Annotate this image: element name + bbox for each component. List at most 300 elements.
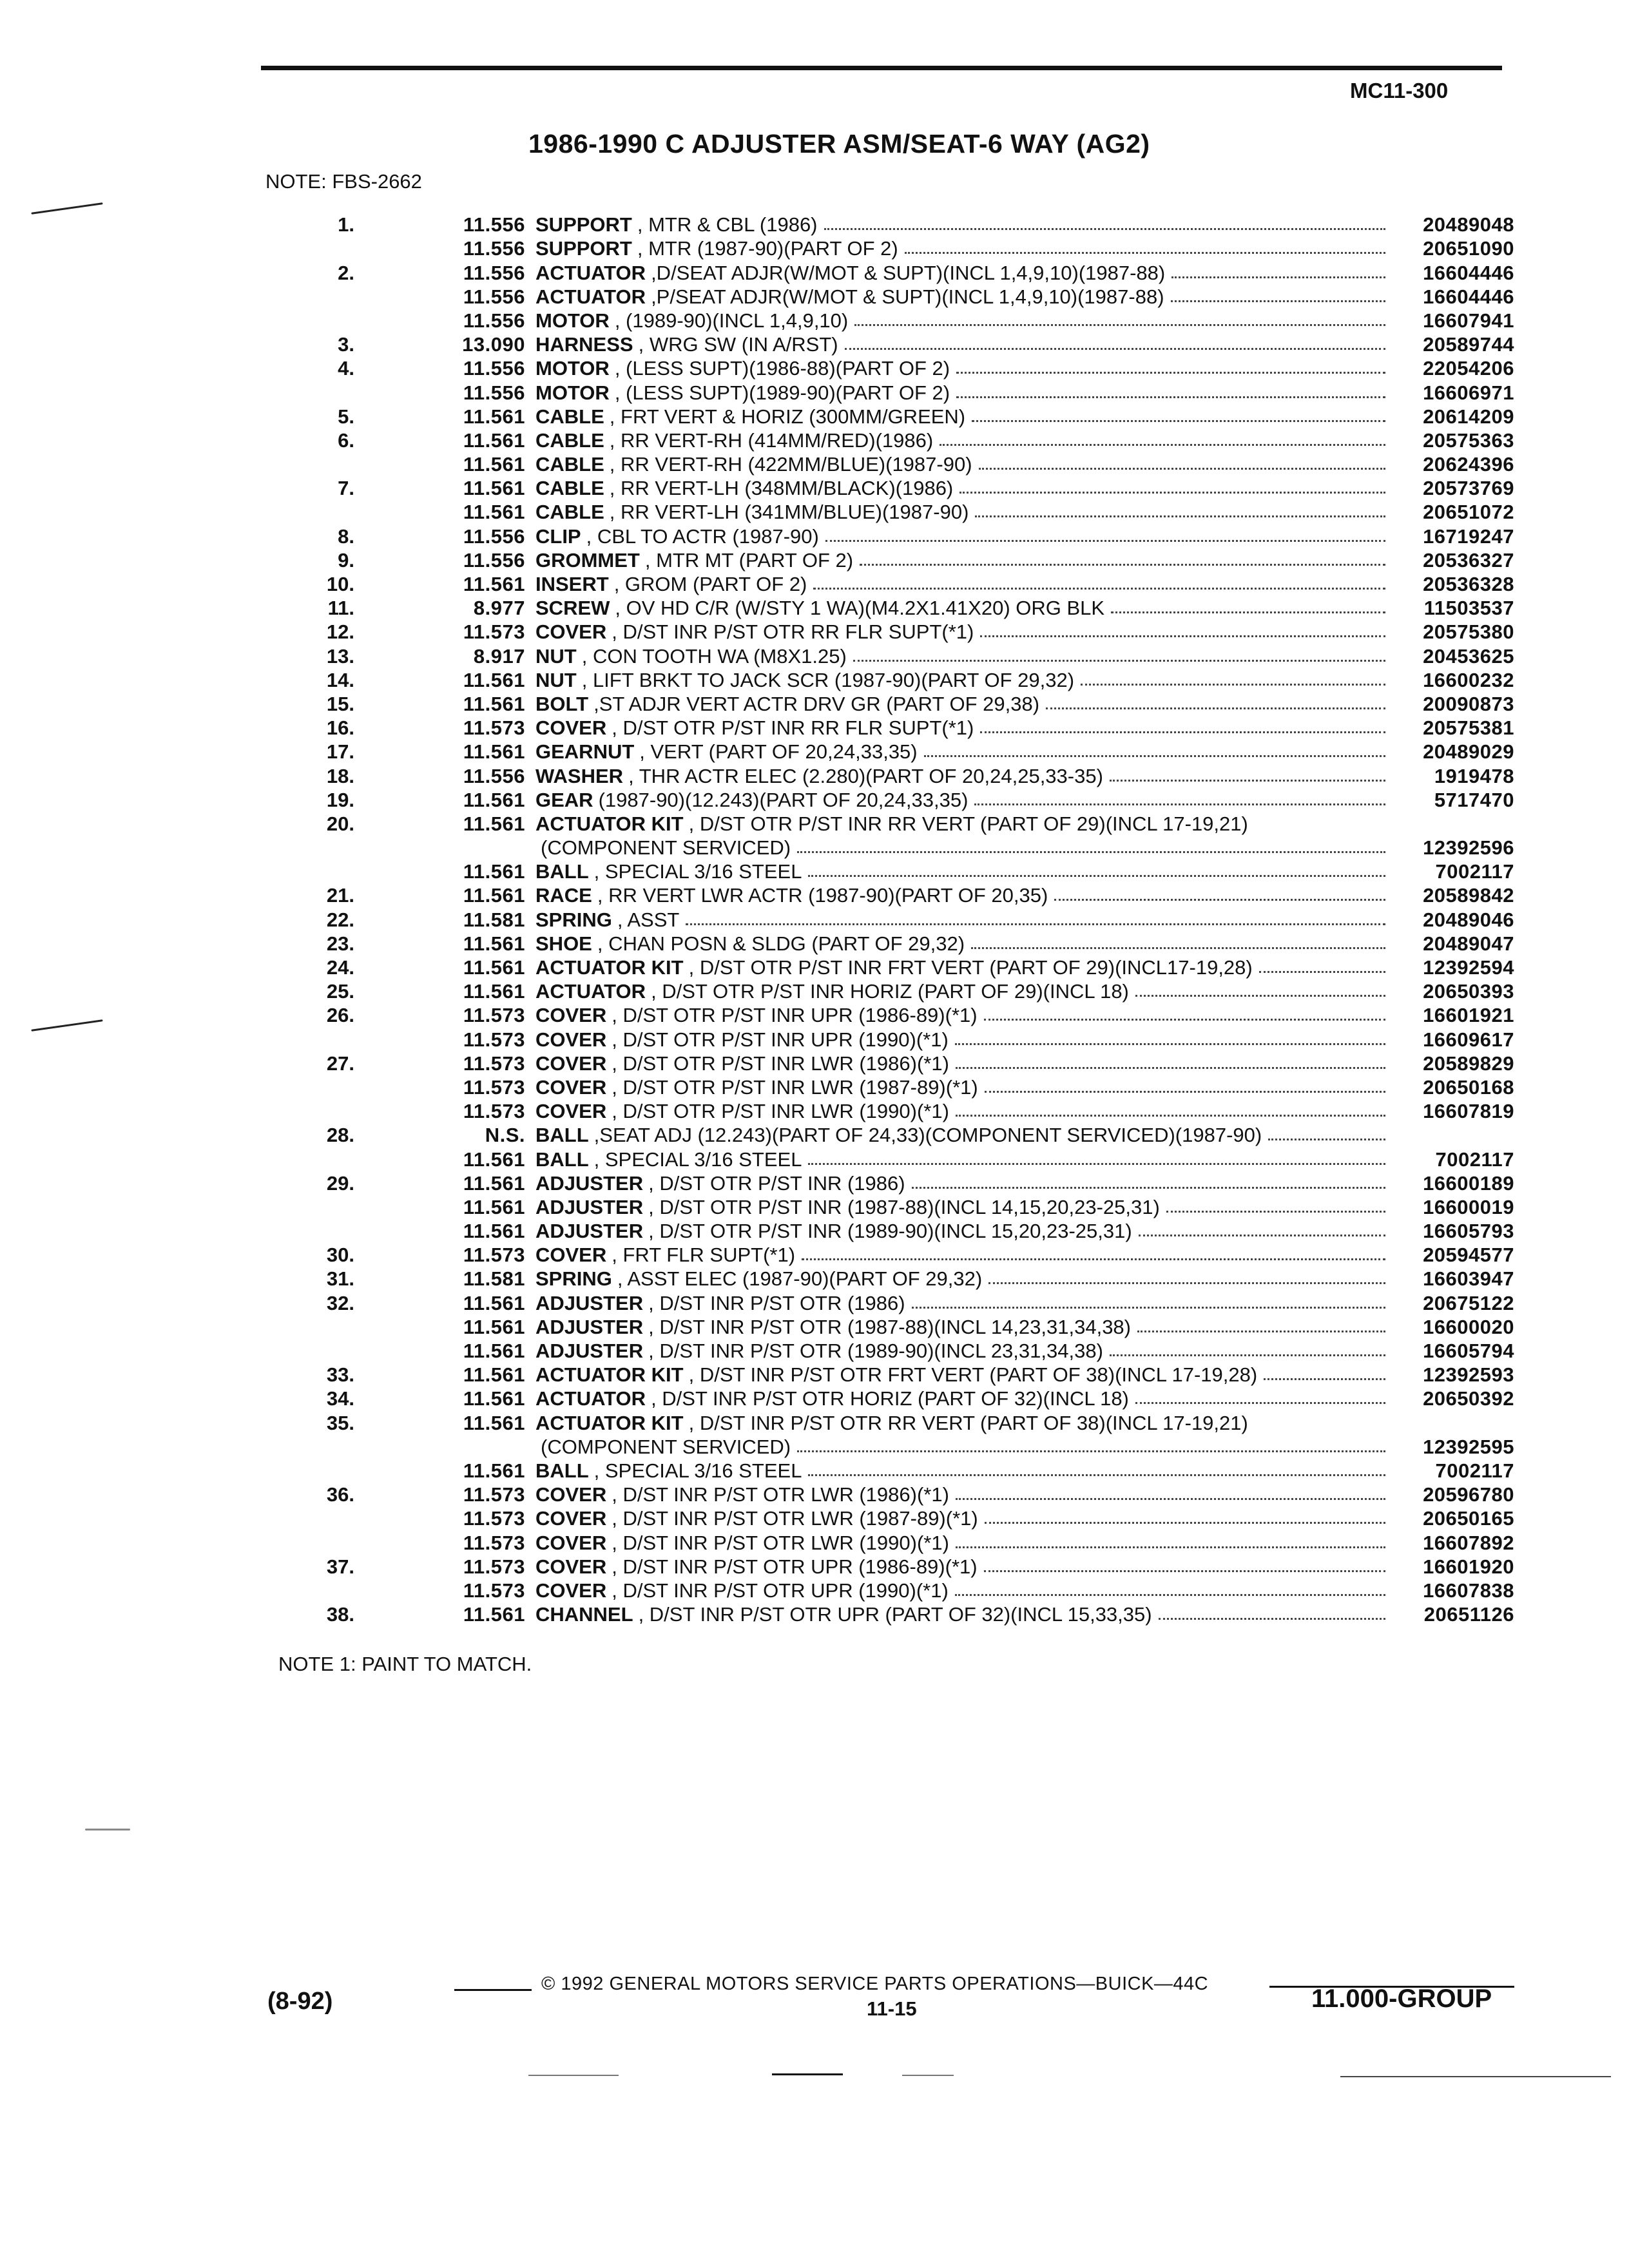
part-description <box>535 1340 1392 1362</box>
part-description <box>535 741 1392 763</box>
group-number: 11.561 <box>463 501 525 524</box>
dot-leader <box>956 1546 1385 1548</box>
item-number: 27. <box>326 1052 354 1075</box>
part-name: COVER <box>535 1532 607 1554</box>
dot-leader <box>1135 995 1385 997</box>
dot-leader <box>979 468 1385 470</box>
part-description <box>535 238 1392 260</box>
group-number: 11.561 <box>463 1387 525 1410</box>
table-row <box>303 260 1514 284</box>
part-description <box>535 1268 1392 1290</box>
table-row <box>303 1099 1514 1122</box>
part-name: WASHER <box>535 765 624 787</box>
part-detail: , D/ST OTR P/ST INR FRT VERT (PART OF 29)(INCL17-19,28) <box>688 957 1253 979</box>
table-row <box>303 1386 1514 1410</box>
part-detail: , MTR (1987-90)(PART OF 2) <box>637 238 898 260</box>
dot-leader <box>1110 780 1385 782</box>
part-description <box>535 693 1392 715</box>
part-name: ADJUSTER <box>535 1196 644 1218</box>
group-number: 11.573 <box>463 1555 525 1578</box>
part-number: 16601921 <box>1423 1004 1514 1027</box>
table-row <box>303 548 1514 572</box>
part-name: COVER <box>535 621 607 644</box>
dot-leader <box>924 755 1385 757</box>
group-number: 11.556 <box>463 213 525 236</box>
table-row <box>303 1458 1514 1482</box>
dot-leader <box>1046 707 1385 709</box>
item-number: 20. <box>326 812 354 835</box>
dot-leader <box>802 1258 1385 1260</box>
dot-leader <box>1111 611 1385 613</box>
item-number: 37. <box>326 1555 354 1578</box>
part-description <box>535 1124 1392 1146</box>
table-row <box>303 1290 1514 1314</box>
part-detail: , CHAN POSN & SLDG (PART OF 29,32) <box>597 932 965 955</box>
item-number: 22. <box>326 908 354 931</box>
dot-leader <box>984 1570 1385 1572</box>
part-detail: , D/ST INR P/ST OTR (1989-90)(INCL 23,31,34,38) <box>648 1340 1103 1362</box>
table-row <box>303 1051 1514 1075</box>
header-note: NOTE: FBS-2662 <box>265 170 422 193</box>
dot-leader <box>1137 1331 1385 1332</box>
dot-leader <box>971 947 1385 949</box>
part-detail: , D/ST OTR P/ST INR RR FLR SUPT(*1) <box>612 717 974 740</box>
dot-leader <box>860 564 1385 566</box>
part-name: GROMMET <box>535 549 640 572</box>
part-detail: , RR VERT-LH (348MM/BLACK)(1986) <box>609 477 954 500</box>
part-number: 20596780 <box>1423 1483 1514 1506</box>
part-detail: , LIFT BRKT TO JACK SCR (1987-90)(PART OF 29,32) <box>581 669 1075 691</box>
part-number: 16601920 <box>1423 1555 1514 1578</box>
part-name: BALL <box>535 1148 589 1171</box>
group-number: 11.573 <box>463 1004 525 1027</box>
table-row <box>303 1362 1514 1386</box>
part-number: 16600232 <box>1423 668 1514 691</box>
group-number: 11.573 <box>463 716 525 740</box>
table-row <box>303 811 1514 835</box>
table-row <box>303 1578 1514 1602</box>
group-number: 11.561 <box>463 1340 525 1362</box>
part-number: 20650392 <box>1423 1387 1514 1410</box>
part-number: 1919478 <box>1434 764 1514 787</box>
footer-rule-left <box>454 1989 532 1991</box>
part-name: COVER <box>535 1076 607 1099</box>
table-row <box>303 1314 1514 1338</box>
table-row <box>303 332 1514 356</box>
part-number: 11503537 <box>1423 597 1514 620</box>
part-description <box>535 286 1392 308</box>
part-name: ACTUATOR KIT <box>535 1364 684 1387</box>
table-row <box>303 883 1514 907</box>
part-name: ADJUSTER <box>535 1316 644 1338</box>
part-detail: , D/ST INR P/ST OTR (1987-88)(INCL 14,23,31,34,38) <box>648 1316 1131 1338</box>
table-row <box>303 1242 1514 1266</box>
table-row <box>303 715 1514 739</box>
group-number: 11.561 <box>463 1195 525 1218</box>
part-name: ACTUATOR <box>535 981 646 1003</box>
dot-leader <box>1171 300 1385 302</box>
part-description <box>535 813 1392 835</box>
table-row <box>303 1554 1514 1578</box>
part-description <box>535 1604 1392 1626</box>
part-name: CABLE <box>535 501 604 524</box>
part-number: 20489048 <box>1423 213 1514 236</box>
part-detail: , D/ST OTR P/ST INR UPR (1990)(*1) <box>612 1028 949 1051</box>
part-detail: , D/ST INR P/ST OTR UPR (1986-89)(*1) <box>612 1555 978 1578</box>
part-description <box>535 621 1392 643</box>
dot-leader <box>985 1091 1385 1093</box>
part-detail: , D/ST OTR P/ST INR LWR (1986)(*1) <box>612 1052 949 1075</box>
item-number: 34. <box>326 1387 354 1410</box>
part-detail: , D/ST OTR P/ST INR LWR (1990)(*1) <box>612 1100 949 1123</box>
dot-leader <box>1268 1139 1385 1140</box>
table-row <box>303 356 1514 380</box>
group-number: 13.090 <box>462 333 525 356</box>
copyright-line: © 1992 GENERAL MOTORS SERVICE PARTS OPERATIONS—BUICK—44C <box>541 1974 1209 1994</box>
table-row <box>303 739 1514 763</box>
part-description <box>535 454 1392 476</box>
dot-leader <box>956 1067 1385 1069</box>
part-name: COVER <box>535 1484 607 1506</box>
part-detail: , ASST ELEC (1987-90)(PART OF 29,32) <box>617 1268 983 1291</box>
dot-leader <box>912 1187 1385 1189</box>
group-number: 11.561 <box>463 1148 525 1171</box>
part-number: 20489029 <box>1423 740 1514 764</box>
part-description <box>535 909 1392 931</box>
group-number: 11.573 <box>463 1052 525 1075</box>
part-description <box>535 1100 1392 1122</box>
part-name: ACTUATOR <box>535 262 646 284</box>
part-number: 12392593 <box>1423 1363 1514 1387</box>
group-number: 11.573 <box>463 1507 525 1530</box>
part-description <box>535 501 1392 523</box>
table-row <box>303 1338 1514 1362</box>
part-number: 7002117 <box>1435 1459 1514 1482</box>
part-detail: , (LESS SUPT)(1989-90)(PART OF 2) <box>614 381 950 404</box>
part-name: SPRING <box>535 1268 612 1291</box>
group-number: 11.581 <box>463 1267 525 1291</box>
part-number: 16607941 <box>1423 309 1514 332</box>
table-row <box>303 691 1514 715</box>
dot-leader <box>845 348 1385 350</box>
part-name: COVER <box>535 1004 607 1027</box>
part-description <box>535 669 1392 691</box>
part-detail: , RR VERT-RH (422MM/BLUE)(1987-90) <box>609 454 972 476</box>
part-number: 20589744 <box>1423 333 1514 356</box>
table-row <box>303 931 1514 955</box>
table-row <box>303 523 1514 547</box>
part-number: 12392596 <box>1423 836 1514 860</box>
group-number: 11.561 <box>463 405 525 428</box>
part-detail: , THR ACTR ELEC (2.280)(PART OF 20,24,25,33-35) <box>628 765 1103 787</box>
group-number: 11.573 <box>463 1531 525 1554</box>
part-number: 16600020 <box>1423 1315 1514 1338</box>
dot-leader <box>1159 1618 1385 1620</box>
group-number: 11.556 <box>463 381 525 404</box>
item-number: 24. <box>326 956 354 979</box>
table-row <box>303 308 1514 332</box>
part-detail: , WRG SW (IN A/RST) <box>638 334 838 356</box>
table-row <box>303 1530 1514 1553</box>
part-description <box>535 597 1392 619</box>
table-row <box>303 236 1514 260</box>
item-number: 31. <box>326 1267 354 1291</box>
part-number: 20589829 <box>1423 1052 1514 1075</box>
dot-leader <box>1135 1402 1385 1404</box>
item-number: 30. <box>326 1244 354 1267</box>
group-number: 8.977 <box>473 597 525 620</box>
part-number: 20536328 <box>1423 573 1514 595</box>
table-row <box>303 859 1514 883</box>
item-number: 8. <box>338 524 354 548</box>
part-number: 20650393 <box>1423 980 1514 1003</box>
group-number: 11.556 <box>463 261 525 284</box>
item-number: 26. <box>326 1004 354 1027</box>
part-number: 12392595 <box>1423 1435 1514 1458</box>
item-number: 33. <box>326 1363 354 1387</box>
item-number: 21. <box>326 884 354 907</box>
part-number: 16604446 <box>1423 285 1514 308</box>
group-number: 11.556 <box>463 237 525 260</box>
part-name: MOTOR <box>535 309 610 332</box>
table-row <box>303 572 1514 595</box>
part-description <box>535 789 1392 811</box>
dot-leader <box>1081 684 1385 686</box>
group-number: 11.561 <box>463 740 525 764</box>
table-row <box>303 404 1514 428</box>
part-detail: , CBL TO ACTR (1987-90) <box>586 525 819 548</box>
part-detail: , MTR & CBL (1986) <box>637 214 818 236</box>
part-description <box>535 1484 1392 1506</box>
part-description <box>535 646 1392 668</box>
table-row <box>303 1482 1514 1506</box>
part-description <box>535 885 1392 907</box>
table-row <box>303 1602 1514 1626</box>
part-number: 20489047 <box>1423 932 1514 955</box>
item-number: 3. <box>338 333 354 356</box>
part-name: COVER <box>535 1555 607 1578</box>
dot-leader <box>825 540 1385 542</box>
dot-leader <box>1139 1235 1385 1236</box>
part-detail: , (LESS SUPT)(1986-88)(PART OF 2) <box>614 358 950 380</box>
group-number: 11.561 <box>463 1315 525 1338</box>
table-row <box>303 212 1514 236</box>
part-number: 20624396 <box>1423 453 1514 476</box>
part-detail: , D/ST INR P/ST OTR LWR (1986)(*1) <box>612 1484 949 1506</box>
part-detail: , D/ST INR P/ST OTR FRT VERT (PART OF 38)(INCL 17-19,28) <box>688 1364 1258 1387</box>
table-row <box>303 1122 1514 1146</box>
punch-mark <box>31 202 102 215</box>
part-number: 16600189 <box>1423 1171 1514 1195</box>
item-number: 25. <box>326 980 354 1003</box>
dot-leader <box>988 1282 1385 1284</box>
item-number: 11. <box>327 597 354 620</box>
group-number: 11.573 <box>463 1075 525 1099</box>
dot-leader <box>912 1307 1385 1309</box>
table-row <box>303 1195 1514 1218</box>
item-number: 2. <box>338 261 354 284</box>
part-name: MOTOR <box>535 381 610 404</box>
dot-leader <box>1171 276 1385 278</box>
group-number: 11.561 <box>463 788 525 811</box>
part-number: 16607838 <box>1423 1579 1514 1602</box>
part-detail: , GROM (PART OF 2) <box>613 573 807 595</box>
table-row <box>303 1146 1514 1170</box>
part-number: 20575380 <box>1423 620 1514 644</box>
part-description <box>535 477 1392 499</box>
part-name: ADJUSTER <box>535 1220 644 1243</box>
part-name: COVER <box>535 1244 607 1267</box>
part-detail: , D/ST OTR P/ST INR UPR (1986-89)(*1) <box>612 1004 978 1027</box>
dot-leader <box>972 420 1385 422</box>
table-row <box>303 1075 1514 1099</box>
part-detail: ,P/SEAT ADJR(W/MOT & SUPT)(INCL 1,4,9,10)(1987-88) <box>651 285 1164 308</box>
part-detail: (COMPONENT SERVICED) <box>541 837 791 860</box>
item-number: 14. <box>326 668 354 691</box>
part-number: 20575363 <box>1423 428 1514 452</box>
item-number: 15. <box>326 692 354 715</box>
part-number: 7002117 <box>1435 860 1514 883</box>
group-number: 11.573 <box>463 1028 525 1051</box>
part-number: 20614209 <box>1423 405 1514 428</box>
part-description <box>535 1077 1392 1099</box>
dot-leader <box>1264 1378 1385 1380</box>
group-number: N.S. <box>485 1124 525 1147</box>
punch-mark <box>85 1829 130 1831</box>
part-description <box>535 382 1392 404</box>
part-detail: , RR VERT-RH (414MM/RED)(1986) <box>609 429 934 452</box>
scan-line <box>1340 2076 1611 2077</box>
part-number: 16605794 <box>1423 1340 1514 1362</box>
item-number: 16. <box>326 716 354 740</box>
part-number: 16600019 <box>1423 1195 1514 1218</box>
group-number: 11.561 <box>463 1220 525 1243</box>
group-number: 11.573 <box>463 620 525 644</box>
part-name: INSERT <box>535 573 609 595</box>
part-number: 20573769 <box>1423 477 1514 500</box>
table-row <box>303 595 1514 619</box>
part-description <box>535 933 1392 955</box>
part-name: COVER <box>535 1579 607 1602</box>
part-name: SUPPORT <box>535 238 632 260</box>
group-number: 11.561 <box>463 860 525 883</box>
group-number: 11.561 <box>463 428 525 452</box>
parts-list <box>303 212 1514 1626</box>
table-row <box>303 787 1514 811</box>
table-row <box>303 428 1514 452</box>
part-description <box>535 310 1392 332</box>
part-description <box>535 573 1392 595</box>
part-name: ACTUATOR KIT <box>535 957 684 979</box>
part-description <box>535 526 1392 548</box>
table-row <box>303 380 1514 403</box>
part-description <box>535 1196 1392 1218</box>
table-row <box>303 979 1514 1003</box>
page-number: 11-15 <box>867 1997 917 2020</box>
dot-leader <box>984 1019 1385 1021</box>
part-description <box>535 1004 1392 1026</box>
group-number: 8.917 <box>473 644 525 668</box>
group-number: 11.561 <box>463 1171 525 1195</box>
part-number: 22054206 <box>1423 357 1514 380</box>
part-detail: , D/ST OTR P/ST INR (1989-90)(INCL 15,20,23-25,31) <box>648 1220 1132 1243</box>
part-detail: , FRT VERT & HORIZ (300MM/GREEN) <box>609 405 966 428</box>
part-number: 16605793 <box>1423 1220 1514 1243</box>
part-name: CABLE <box>535 405 604 428</box>
item-number: 23. <box>326 932 354 955</box>
part-detail: , D/ST INR P/ST OTR UPR (1990)(*1) <box>612 1579 949 1602</box>
table-row <box>303 452 1514 476</box>
part-detail: , FRT FLR SUPT(*1) <box>612 1244 796 1267</box>
dot-leader <box>980 635 1385 637</box>
part-name: BALL <box>535 1459 589 1482</box>
table-row <box>303 1003 1514 1026</box>
scan-line <box>902 2075 954 2076</box>
part-name: NUT <box>535 645 577 668</box>
part-detail: , D/ST INR P/ST OTR HORIZ (PART OF 32)(INCL 18) <box>651 1388 1129 1410</box>
table-row <box>303 1026 1514 1050</box>
part-detail: , CON TOOTH WA (M8X1.25) <box>581 645 847 668</box>
part-name: ACTUATOR KIT <box>535 812 684 835</box>
item-number: 17. <box>326 740 354 764</box>
part-detail: , D/ST INR P/ST OTR UPR (PART OF 32)(INCL 15,33,35) <box>638 1604 1152 1626</box>
part-name: COVER <box>535 1100 607 1123</box>
part-number: 16604446 <box>1423 261 1514 284</box>
dot-leader <box>1166 1211 1385 1213</box>
part-detail: , SPECIAL 3/16 STEEL <box>593 861 802 883</box>
part-name: ACTUATOR <box>535 285 646 308</box>
part-name: GEARNUT <box>535 741 635 764</box>
dot-leader <box>905 252 1385 254</box>
part-description <box>535 1508 1392 1530</box>
dot-leader <box>797 851 1385 853</box>
item-number: 18. <box>326 764 354 787</box>
part-detail: ,D/SEAT ADJR(W/MOT & SUPT)(INCL 1,4,9,10)(1987-88) <box>651 262 1166 284</box>
dot-leader <box>808 875 1385 877</box>
part-number: 20536327 <box>1423 548 1514 572</box>
dot-leader <box>956 1498 1385 1500</box>
table-row <box>303 619 1514 643</box>
item-number: 9. <box>338 548 354 572</box>
dot-leader <box>813 588 1385 590</box>
part-name: RACE <box>535 885 592 907</box>
dot-leader <box>1259 971 1385 973</box>
part-detail: , D/ST OTR P/ST INR LWR (1987-89)(*1) <box>612 1076 978 1099</box>
part-name: COVER <box>535 1508 607 1530</box>
group-number: 11.556 <box>463 309 525 332</box>
group-number: 11.561 <box>463 1459 525 1482</box>
part-description <box>535 550 1392 572</box>
part-description <box>535 1316 1392 1338</box>
part-description <box>535 1053 1392 1075</box>
part-number: 20651090 <box>1423 237 1514 260</box>
dot-leader <box>955 1043 1385 1045</box>
table-row <box>303 907 1514 930</box>
item-number: 19. <box>326 788 354 811</box>
part-description <box>535 1436 1392 1458</box>
table-row <box>303 763 1514 787</box>
item-number: 6. <box>338 428 354 452</box>
part-name: ADJUSTER <box>535 1340 644 1362</box>
table-row <box>303 668 1514 691</box>
dot-leader <box>797 1450 1385 1452</box>
group-number: 11.556 <box>463 524 525 548</box>
part-number: 16607819 <box>1423 1100 1514 1123</box>
part-description <box>535 1364 1392 1386</box>
part-number: 16606971 <box>1423 381 1514 404</box>
part-number: 20589842 <box>1423 884 1514 907</box>
group-number: 11.561 <box>463 668 525 691</box>
